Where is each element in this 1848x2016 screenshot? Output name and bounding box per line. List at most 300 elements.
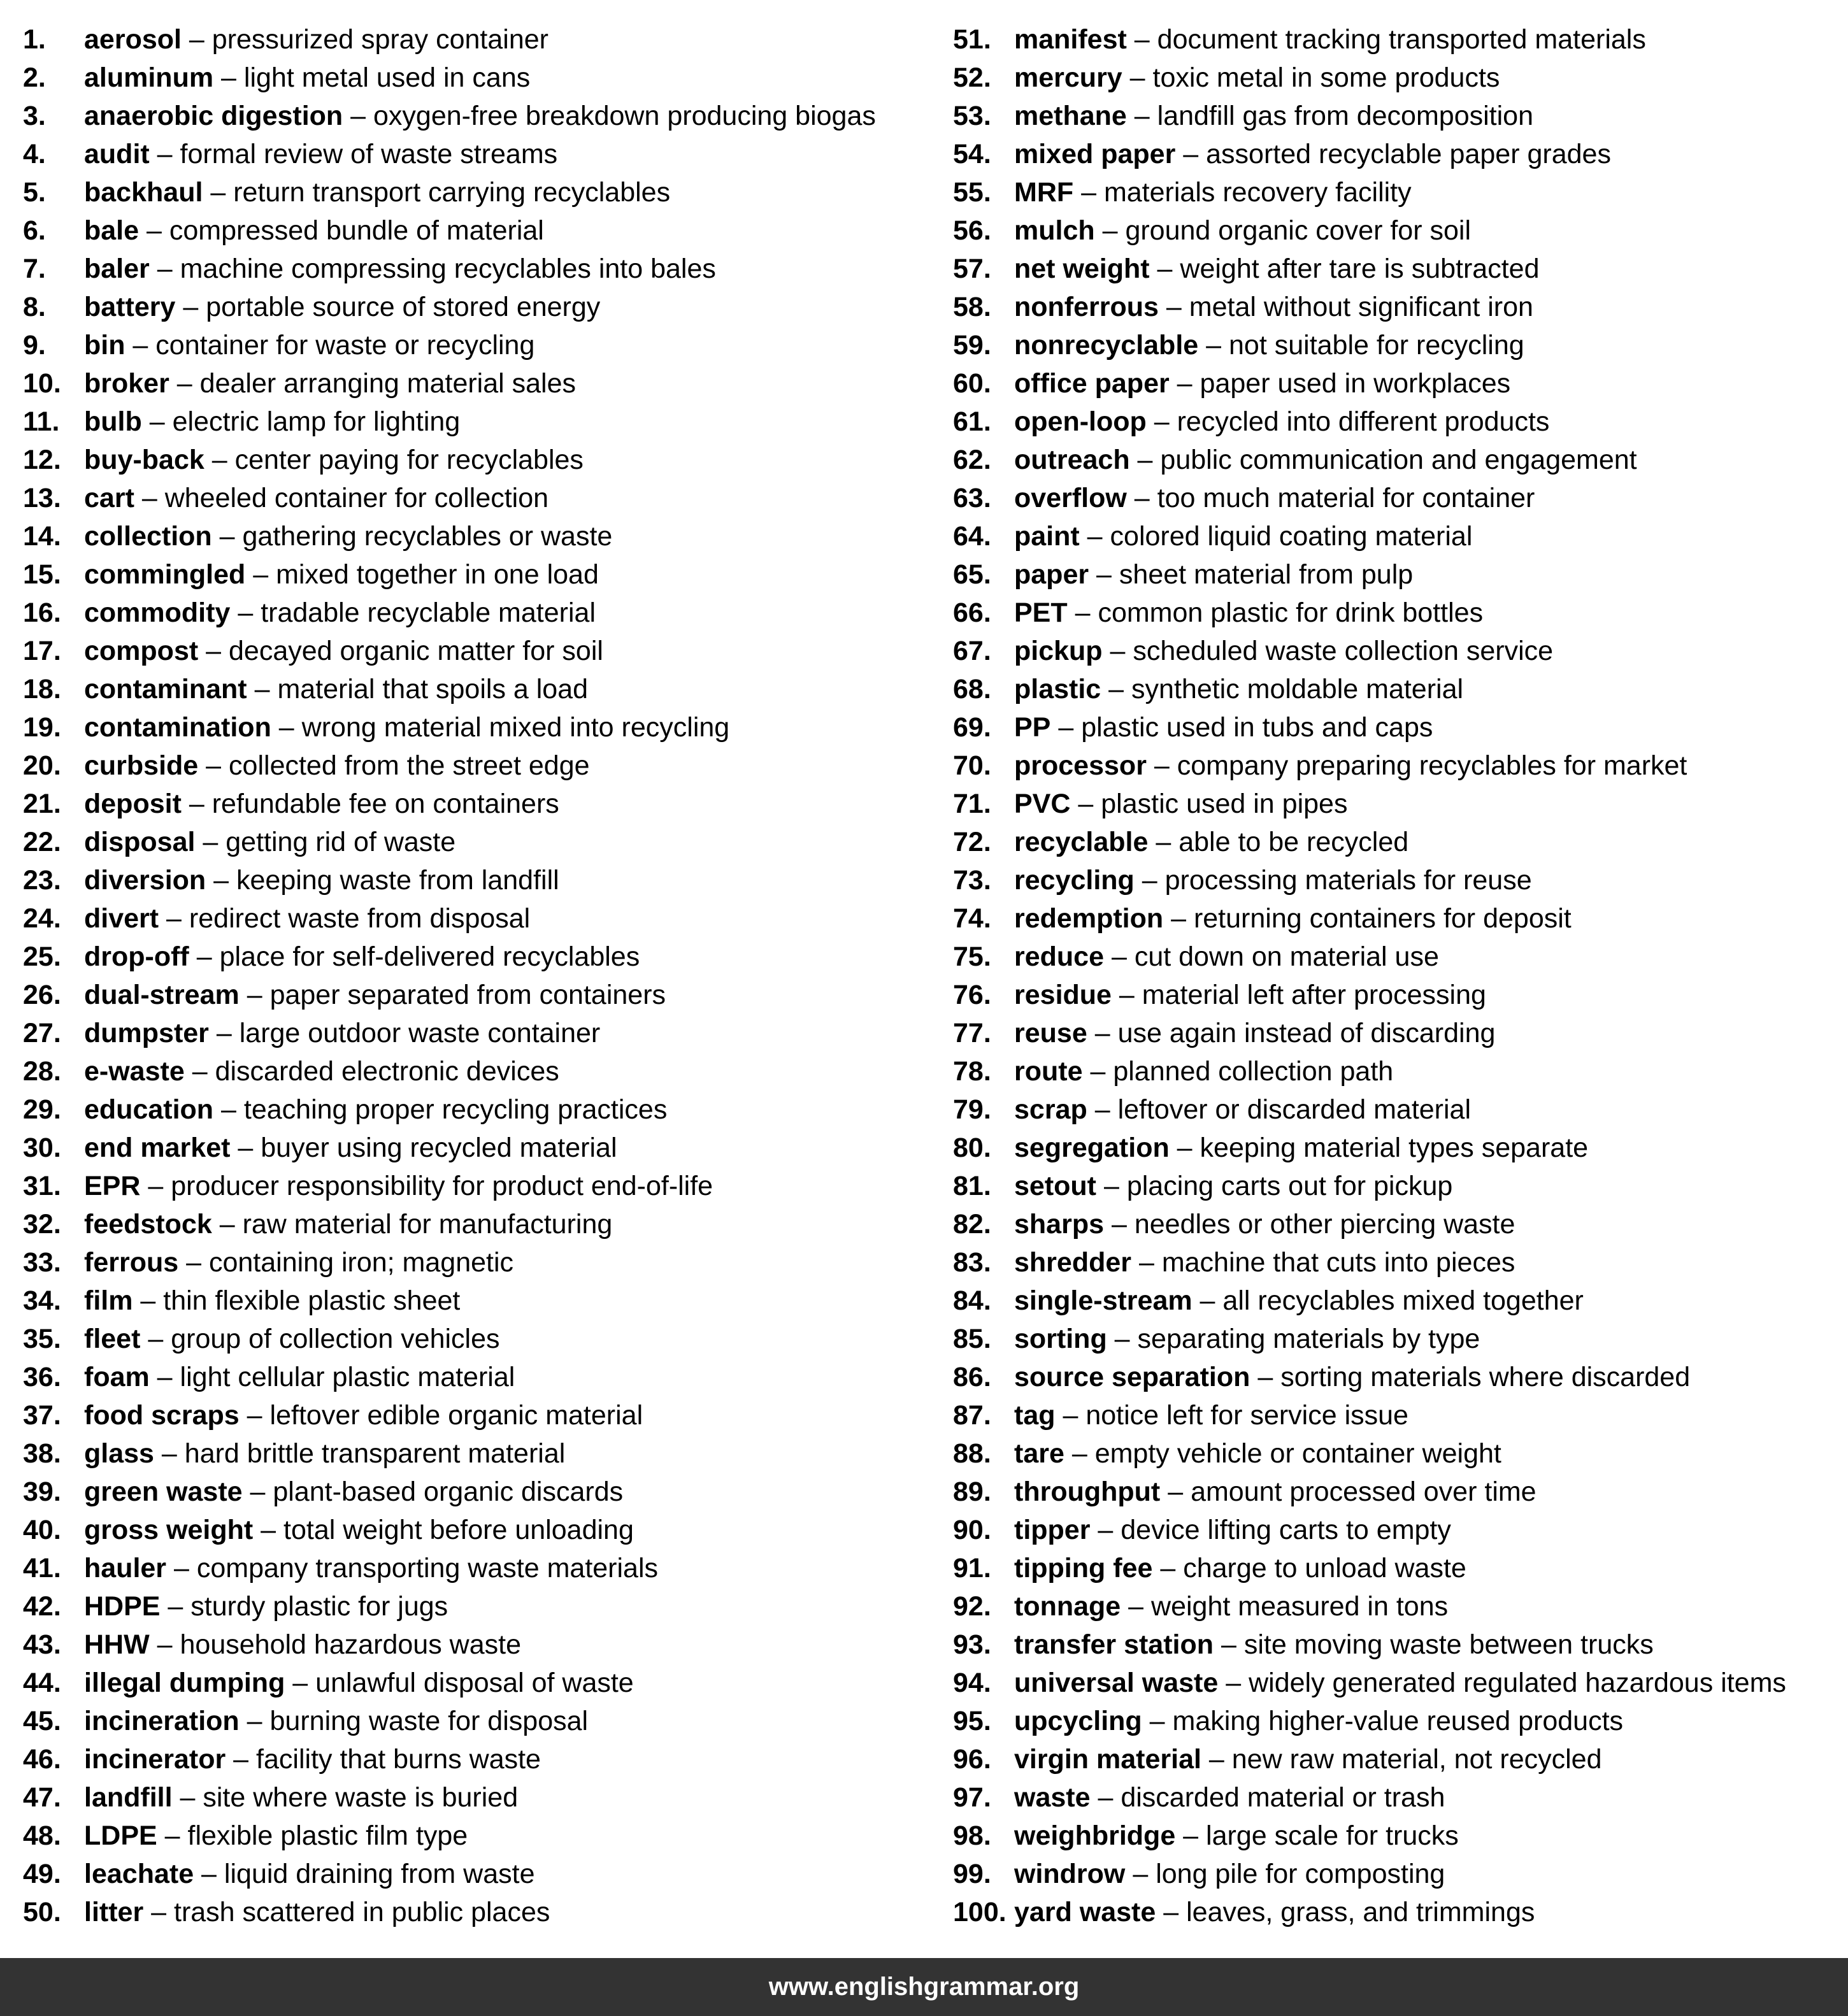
entry-definition: raw material for manufacturing: [242, 1209, 613, 1240]
entry-term: film: [84, 1285, 133, 1316]
glossary-entry: [953, 173, 1842, 211]
entry-term: route: [1014, 1056, 1083, 1087]
entry-definition: light cellular plastic material: [180, 1362, 515, 1392]
entry-term: nonferrous: [1014, 292, 1159, 322]
entry-text: [84, 1740, 541, 1778]
entry-number: 96.: [953, 1744, 991, 1775]
entry-text: [84, 1626, 521, 1664]
entry-definition: leftover or discarded material: [1117, 1094, 1472, 1125]
glossary-entry: [953, 747, 1842, 785]
entry-term: nonrecyclable: [1014, 330, 1199, 361]
entry-number: 91.: [953, 1553, 991, 1583]
entry-definition: device lifting carts to empty: [1121, 1515, 1451, 1545]
entry-number: 50.: [23, 1897, 61, 1927]
entry-definition: gathering recyclables or waste: [242, 521, 613, 552]
entry-separator: –: [181, 24, 212, 55]
glossary-entry: [953, 1778, 1842, 1817]
glossary-entry: [23, 1282, 940, 1320]
entry-definition: containing iron; magnetic: [208, 1247, 514, 1278]
entry-definition: weight measured in tons: [1151, 1591, 1449, 1622]
entry-separator: –: [1192, 1285, 1223, 1316]
entry-term: hauler: [84, 1553, 167, 1583]
entry-separator: –: [1089, 559, 1119, 590]
entry-separator: –: [1163, 903, 1194, 934]
entry-definition: returning containers for deposit: [1193, 903, 1572, 934]
entry-number: 100.: [953, 1897, 1006, 1927]
glossary-entry: [953, 823, 1842, 861]
entry-number: 97.: [953, 1782, 991, 1813]
entry-term: deposit: [84, 789, 182, 819]
glossary-entry: [953, 364, 1842, 403]
entry-separator: –: [1148, 827, 1179, 857]
entry-text: [84, 594, 596, 632]
entry-definition: not suitable for recycling: [1229, 330, 1524, 361]
entry-separator: –: [141, 406, 173, 437]
entry-number: 70.: [953, 750, 991, 781]
entry-term: HDPE: [84, 1591, 161, 1622]
entry-separator: –: [230, 1133, 261, 1163]
entry-term: mixed paper: [1014, 139, 1176, 169]
entry-text: [1014, 1817, 1459, 1855]
entry-term: commingled: [84, 559, 246, 590]
entry-term: landfill: [84, 1782, 173, 1813]
entry-definition: paper used in workplaces: [1200, 368, 1511, 399]
entry-term: broker: [84, 368, 169, 399]
entry-definition: keeping material types separate: [1200, 1133, 1589, 1163]
entry-separator: –: [157, 1820, 188, 1851]
entry-term: virgin material: [1014, 1744, 1201, 1775]
entry-term: incineration: [84, 1706, 240, 1736]
entry-term: PP: [1014, 712, 1051, 743]
glossary-entry: [23, 823, 940, 861]
entry-number: 5.: [23, 177, 46, 208]
glossary-entry: [23, 1740, 940, 1778]
entry-number: 60.: [953, 368, 991, 399]
entry-term: incinerator: [84, 1744, 226, 1775]
entry-term: scrap: [1014, 1094, 1087, 1125]
glossary-entry: [23, 250, 940, 288]
entry-separator: –: [1087, 1018, 1118, 1048]
entry-text: [84, 1090, 667, 1129]
entry-number: 57.: [953, 254, 991, 284]
glossary-entry: [953, 1664, 1842, 1702]
glossary-entry: [23, 441, 940, 479]
entry-separator: –: [1126, 24, 1157, 55]
glossary-entry: [953, 97, 1842, 135]
glossary-entry: [23, 288, 940, 326]
entry-term: bin: [84, 330, 125, 361]
entry-separator: –: [242, 1476, 273, 1507]
entry-definition: processing materials for reuse: [1164, 865, 1532, 896]
entry-separator: –: [1149, 254, 1180, 284]
entry-definition: company preparing recyclables for market: [1177, 750, 1687, 781]
entry-number: 33.: [23, 1247, 61, 1278]
glossary-entry: [23, 1817, 940, 1855]
glossary-entry: [23, 938, 940, 976]
entry-definition: place for self-delivered recyclables: [219, 941, 640, 972]
entry-text: [1014, 211, 1471, 250]
entry-term: outreach: [1014, 445, 1130, 475]
glossary-entry: [953, 670, 1842, 708]
entry-number: 63.: [953, 483, 991, 513]
glossary-entry: [23, 1702, 940, 1740]
glossary-entry: [23, 59, 940, 97]
entry-text: [84, 1702, 588, 1740]
entry-separator: –: [1064, 1438, 1095, 1469]
entry-text: [84, 632, 603, 670]
glossary-entry: [953, 1587, 1842, 1626]
entry-term: open-loop: [1014, 406, 1147, 437]
entry-text: [1014, 861, 1532, 899]
entry-term: methane: [1014, 101, 1127, 131]
entry-definition: company transporting waste materials: [196, 1553, 659, 1583]
entry-term: plastic: [1014, 674, 1101, 704]
entry-definition: portable source of stored energy: [206, 292, 601, 322]
entry-number: 54.: [953, 139, 991, 169]
entry-number: 72.: [953, 827, 991, 857]
entry-separator: –: [1101, 674, 1132, 704]
entry-text: [1014, 1740, 1602, 1778]
entry-separator: –: [230, 597, 261, 628]
entry-separator: –: [149, 139, 180, 169]
glossary-entry: [23, 173, 940, 211]
entry-term: segregation: [1014, 1133, 1170, 1163]
entry-number: 74.: [953, 903, 991, 934]
glossary-entry: [953, 1090, 1842, 1129]
entry-number: 15.: [23, 559, 61, 590]
entry-text: [1014, 594, 1483, 632]
entry-definition: separating materials by type: [1137, 1324, 1480, 1354]
entry-number: 90.: [953, 1515, 991, 1545]
entry-separator: –: [208, 1018, 240, 1048]
entry-text: [1014, 59, 1500, 97]
glossary-entry: [953, 938, 1842, 976]
entry-number: 62.: [953, 445, 991, 475]
entry-term: end market: [84, 1133, 231, 1163]
entry-separator: –: [175, 292, 206, 322]
entry-term: EPR: [84, 1171, 141, 1201]
glossary-entry: [23, 364, 940, 403]
entry-separator: –: [195, 827, 226, 857]
entry-term: LDPE: [84, 1820, 157, 1851]
entry-definition: flexible plastic film type: [187, 1820, 468, 1851]
entry-separator: –: [1214, 1629, 1244, 1660]
entry-number: 12.: [23, 445, 61, 475]
entry-definition: sorting materials where discarded: [1280, 1362, 1691, 1392]
entry-term: reduce: [1014, 941, 1105, 972]
glossary-entry: [953, 1358, 1842, 1396]
entry-definition: public communication and engagement: [1160, 445, 1637, 475]
entry-text: [84, 1511, 634, 1549]
entry-text: [1014, 1167, 1452, 1205]
entry-number: 40.: [23, 1515, 61, 1545]
glossary-entry: [23, 1549, 940, 1587]
entry-text: [1014, 555, 1413, 594]
entry-definition: redirect waste from disposal: [189, 903, 531, 934]
glossary-entry: [23, 1778, 940, 1817]
entry-term: PVC: [1014, 789, 1071, 819]
entry-definition: getting rid of waste: [226, 827, 456, 857]
entry-term: food scraps: [84, 1400, 240, 1431]
entry-number: 48.: [23, 1820, 61, 1851]
entry-number: 34.: [23, 1285, 61, 1316]
glossary-entry: [953, 899, 1842, 938]
entry-number: 11.: [23, 406, 60, 437]
entry-definition: site where waste is buried: [203, 1782, 519, 1813]
glossary-entry: [23, 1358, 940, 1396]
entry-term: mulch: [1014, 215, 1095, 246]
entry-number: 73.: [953, 865, 991, 896]
entry-text: [1014, 1129, 1588, 1167]
entry-definition: leaves, grass, and trimmings: [1186, 1897, 1535, 1927]
entry-definition: refundable fee on containers: [211, 789, 559, 819]
glossary-entry: [953, 1817, 1842, 1855]
entry-text: [84, 288, 600, 326]
entry-definition: teaching proper recycling practices: [243, 1094, 668, 1125]
entry-definition: sturdy plastic for jugs: [190, 1591, 448, 1622]
entry-term: commodity: [84, 597, 231, 628]
entry-separator: –: [194, 1859, 224, 1889]
entry-definition: widely generated regulated hazardous items: [1249, 1668, 1786, 1698]
entry-definition: use again instead of discarding: [1117, 1018, 1496, 1048]
glossary-entry: [23, 670, 940, 708]
entry-number: 69.: [953, 712, 991, 743]
entry-term: weighbridge: [1014, 1820, 1176, 1851]
entry-text: [1014, 938, 1439, 976]
glossary-entry: [953, 1893, 1842, 1931]
entry-term: collection: [84, 521, 212, 552]
entry-number: 38.: [23, 1438, 61, 1469]
entry-text: [1014, 441, 1637, 479]
entry-definition: formal review of waste streams: [180, 139, 558, 169]
entry-term: cart: [84, 483, 134, 513]
entry-separator: –: [159, 903, 189, 934]
entry-term: reuse: [1014, 1018, 1087, 1048]
entry-definition: wrong material mixed into recycling: [301, 712, 730, 743]
entry-separator: –: [1198, 330, 1229, 361]
entry-definition: plastic used in tubs and caps: [1081, 712, 1433, 743]
entry-text: [84, 1052, 559, 1090]
entry-term: net weight: [1014, 254, 1150, 284]
entry-term: audit: [84, 139, 150, 169]
entry-number: 14.: [23, 521, 61, 552]
entry-separator: –: [1096, 1171, 1127, 1201]
entry-number: 35.: [23, 1324, 61, 1354]
glossary-entry: [23, 747, 940, 785]
entry-term: tag: [1014, 1400, 1056, 1431]
glossary-entry: [953, 1320, 1842, 1358]
entry-term: throughput: [1014, 1476, 1161, 1507]
entry-number: 44.: [23, 1668, 61, 1698]
entry-number: 3.: [23, 101, 46, 131]
entry-definition: oxygen-free breakdown producing biogas: [373, 101, 876, 131]
entry-number: 55.: [953, 177, 991, 208]
entry-number: 23.: [23, 865, 61, 896]
glossary-entry: [23, 20, 940, 59]
entry-separator: –: [203, 177, 234, 208]
entry-term: foam: [84, 1362, 150, 1392]
entry-definition: facility that burns waste: [256, 1744, 541, 1775]
entry-definition: machine compressing recyclables into bales: [180, 254, 716, 284]
entry-separator: –: [1142, 1706, 1173, 1736]
entry-number: 29.: [23, 1094, 61, 1125]
entry-separator: –: [178, 1247, 209, 1278]
entry-definition: material that spoils a load: [277, 674, 589, 704]
entry-number: 17.: [23, 636, 61, 666]
entry-definition: decayed organic matter for soil: [229, 636, 603, 666]
entry-definition: plastic used in pipes: [1101, 789, 1348, 819]
entry-definition: landfill gas from decomposition: [1157, 101, 1534, 131]
entry-number: 18.: [23, 674, 61, 704]
entry-separator: –: [125, 330, 156, 361]
entry-number: 79.: [953, 1094, 991, 1125]
entry-text: [84, 1129, 617, 1167]
entry-definition: ground organic cover for soil: [1125, 215, 1472, 246]
glossary-entry: [23, 326, 940, 364]
glossary-entry: [23, 708, 940, 747]
entry-text: [1014, 135, 1611, 173]
entry-number: 77.: [953, 1018, 991, 1048]
entry-definition: assorted recyclable paper grades: [1206, 139, 1611, 169]
glossary-entry: [953, 250, 1842, 288]
entry-text: [84, 250, 716, 288]
entry-number: 98.: [953, 1820, 991, 1851]
glossary-entry: [23, 1396, 940, 1434]
glossary-entry: [23, 1014, 940, 1052]
glossary-entry: [953, 479, 1842, 517]
entry-text: [84, 211, 544, 250]
footer-banner: [0, 1958, 1848, 2016]
glossary-entry: [953, 632, 1842, 670]
glossary-entry: [953, 1167, 1842, 1205]
entry-term: tonnage: [1014, 1591, 1121, 1622]
entry-term: illegal dumping: [84, 1668, 285, 1698]
entry-term: anaerobic digestion: [84, 101, 343, 131]
entry-separator: –: [1079, 521, 1110, 552]
entry-text: [1014, 747, 1687, 785]
glossary-entry: [23, 1664, 940, 1702]
entry-separator: –: [271, 712, 302, 743]
entry-separator: –: [1131, 1247, 1162, 1278]
entry-separator: –: [1104, 941, 1135, 972]
entry-term: waste: [1014, 1782, 1091, 1813]
entry-separator: –: [1094, 215, 1126, 246]
entry-text: [84, 1855, 535, 1893]
entry-separator: –: [1090, 1782, 1121, 1813]
entry-term: tipping fee: [1014, 1553, 1153, 1583]
entry-text: [1014, 1090, 1471, 1129]
entry-number: 31.: [23, 1171, 61, 1201]
entry-term: source separation: [1014, 1362, 1250, 1392]
glossary-entry: [23, 1205, 940, 1243]
entry-text: [1014, 670, 1463, 708]
entry-text: [1014, 1893, 1535, 1931]
entry-term: dual-stream: [84, 980, 240, 1010]
entry-definition: toxic metal in some products: [1152, 62, 1500, 93]
entry-text: [1014, 899, 1572, 938]
entry-definition: container for waste or recycling: [155, 330, 535, 361]
entry-separator: –: [1070, 789, 1101, 819]
entry-number: 92.: [953, 1591, 991, 1622]
entry-number: 9.: [23, 330, 46, 361]
entry-text: [84, 1893, 550, 1931]
entry-number: 71.: [953, 789, 991, 819]
entry-number: 7.: [23, 254, 46, 284]
entry-number: 52.: [953, 62, 991, 93]
entry-separator: –: [1107, 1324, 1138, 1354]
entry-definition: too much material for container: [1157, 483, 1535, 513]
entry-separator: –: [1169, 368, 1200, 399]
entry-definition: tradable recyclable material: [261, 597, 596, 628]
entry-term: tipper: [1014, 1515, 1091, 1545]
entry-definition: able to be recycled: [1178, 827, 1409, 857]
entry-number: 45.: [23, 1706, 61, 1736]
entry-number: 59.: [953, 330, 991, 361]
entry-number: 16.: [23, 597, 61, 628]
entry-separator: –: [1104, 1209, 1135, 1240]
entry-term: single-stream: [1014, 1285, 1193, 1316]
entry-term: contamination: [84, 712, 271, 743]
entry-separator: –: [198, 750, 229, 781]
entry-definition: discarded electronic devices: [215, 1056, 559, 1087]
entry-separator: –: [1158, 292, 1189, 322]
entry-number: 26.: [23, 980, 61, 1010]
entry-number: 82.: [953, 1209, 991, 1240]
entry-text: [84, 517, 612, 555]
entry-term: compost: [84, 636, 199, 666]
entry-number: 89.: [953, 1476, 991, 1507]
entry-term: education: [84, 1094, 214, 1125]
glossary-entry: [953, 1473, 1842, 1511]
entry-separator: –: [239, 980, 270, 1010]
entry-text: [1014, 479, 1535, 517]
entry-term: mercury: [1014, 62, 1122, 93]
entry-separator: –: [1082, 1056, 1114, 1087]
entry-separator: –: [181, 789, 212, 819]
glossary-entry: [953, 288, 1842, 326]
entry-definition: weight after tare is subtracted: [1180, 254, 1540, 284]
glossary-entry: [953, 517, 1842, 555]
entry-definition: making higher-value reused products: [1172, 1706, 1624, 1736]
entry-number: 67.: [953, 636, 991, 666]
entry-text: [1014, 1052, 1393, 1090]
entry-text: [84, 1817, 468, 1855]
entry-term: e-waste: [84, 1056, 185, 1087]
entry-text: [1014, 1473, 1536, 1511]
glossary-entry: [953, 785, 1842, 823]
entry-text: [84, 899, 530, 938]
entry-definition: cut down on material use: [1134, 941, 1439, 972]
entry-term: buy-back: [84, 445, 204, 475]
glossary-entry: [23, 594, 940, 632]
entry-number: 81.: [953, 1171, 991, 1201]
entry-definition: paper separated from containers: [269, 980, 666, 1010]
entry-separator: –: [1087, 1094, 1118, 1125]
entry-number: 10.: [23, 368, 61, 399]
glossary-entry: [23, 479, 940, 517]
entry-definition: burning waste for disposal: [269, 1706, 589, 1736]
entry-separator: –: [1160, 1476, 1191, 1507]
entry-text: [1014, 403, 1549, 441]
entry-number: 83.: [953, 1247, 991, 1278]
entry-text: [84, 670, 588, 708]
entry-separator: –: [1146, 406, 1177, 437]
glossary-entry: [23, 1473, 940, 1511]
entry-text: [84, 479, 548, 517]
entry-number: 24.: [23, 903, 61, 934]
entry-text: [84, 861, 559, 899]
entry-term: fleet: [84, 1324, 141, 1354]
